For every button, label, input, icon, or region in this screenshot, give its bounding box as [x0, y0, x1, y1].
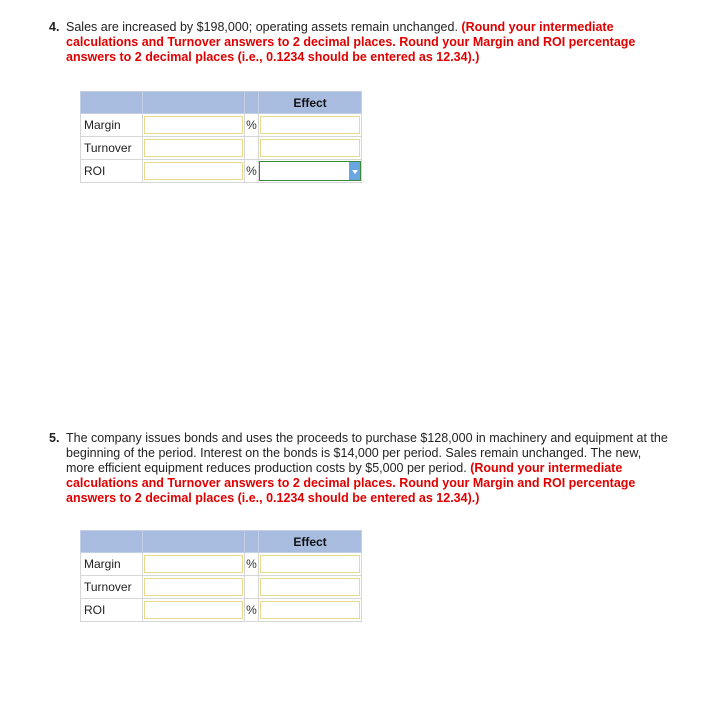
question-5 [49, 431, 669, 506]
roi-input[interactable] [144, 601, 243, 619]
table-row-roi [81, 160, 362, 183]
row-label-turnover: Turnover [81, 137, 143, 160]
row-label-roi: ROI [81, 160, 143, 183]
header-blank [245, 531, 259, 553]
header-blank [245, 92, 259, 114]
chevron-down-icon[interactable] [349, 162, 360, 180]
percent-unit: % [245, 553, 259, 576]
margin-input[interactable] [144, 555, 243, 573]
unit-blank [245, 137, 259, 160]
question-5-instruction: (Round your intermediate calculations and Turnover answers to 2 decimal places. Round your Margin and ROI percentage answers to 2 decimal places (i.e., 0.1234 should be entered as 12.34).) [66, 461, 636, 505]
turnover-effect-select[interactable] [260, 139, 360, 157]
roi-input[interactable] [144, 162, 243, 180]
table-row-margin [81, 553, 362, 576]
table-row-roi [81, 599, 362, 622]
question-5-body: The company issues bonds and uses the proceeds to purchase $128,000 in machinery and equipment at the beginning of the period. Interest on the bonds is $14,000 per period. Sales remain unchanged. The new, more efficient equipment reduces production costs by $5,000 per period. [66, 431, 668, 475]
roi-effect-dropdown[interactable] [259, 161, 361, 181]
unit-blank [245, 576, 259, 599]
roi-effect-select[interactable] [260, 601, 360, 619]
question-5-text [66, 431, 669, 506]
question-4-table [80, 91, 362, 183]
question-4-body: Sales are increased by $198,000; operating assets remain unchanged. [66, 20, 458, 34]
header-blank [81, 531, 143, 553]
percent-unit: % [245, 160, 259, 183]
effect-header: Effect [259, 531, 362, 553]
question-5-number: 5. [49, 431, 60, 445]
table-row-turnover [81, 137, 362, 160]
question-5-table [80, 530, 362, 622]
question-4-instruction: (Round your intermediate calculations and Turnover answers to 2 decimal places. Round your Margin and ROI percentage answers to 2 decimal places (i.e., 0.1234 should be entered as 12.34).) [66, 20, 636, 64]
question-4 [49, 20, 669, 65]
table-header-row [81, 531, 362, 553]
row-label-margin: Margin [81, 114, 143, 137]
turnover-effect-select[interactable] [260, 578, 360, 596]
margin-effect-select[interactable] [260, 116, 360, 134]
turnover-input[interactable] [144, 139, 243, 157]
question-4-text [66, 20, 669, 65]
margin-input[interactable] [144, 116, 243, 134]
turnover-input[interactable] [144, 578, 243, 596]
margin-effect-select[interactable] [260, 555, 360, 573]
table-row-turnover [81, 576, 362, 599]
row-label-roi: ROI [81, 599, 143, 622]
header-blank [143, 92, 245, 114]
row-label-turnover: Turnover [81, 576, 143, 599]
question-4-number: 4. [49, 20, 60, 34]
table-header-row [81, 92, 362, 114]
percent-unit: % [245, 599, 259, 622]
header-blank [81, 92, 143, 114]
effect-header: Effect [259, 92, 362, 114]
header-blank [143, 531, 245, 553]
percent-unit: % [245, 114, 259, 137]
table-row-margin [81, 114, 362, 137]
row-label-margin: Margin [81, 553, 143, 576]
